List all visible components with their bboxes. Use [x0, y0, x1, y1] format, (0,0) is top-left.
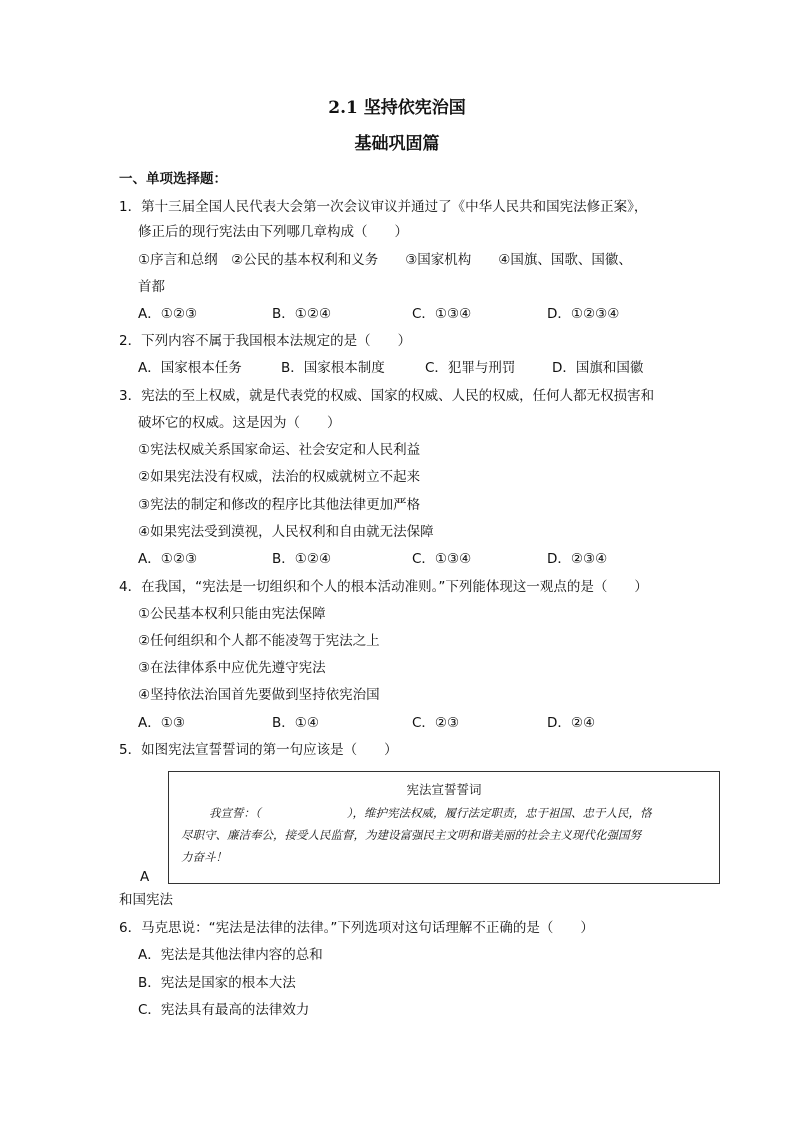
page-title: 2.1 坚持依宪治国	[328, 98, 466, 118]
question-1-items: ①序言和总纲 ②公民的基本权利和义务 ③国家机构 ④国旗、国歌、国徽、	[138, 252, 632, 268]
question-2-option-c: C．犯罪与刑罚	[425, 360, 516, 376]
question-3-option-d: D．②③④	[547, 551, 608, 567]
question-5-tail: 和国宪法	[119, 892, 173, 908]
oath-box	[168, 771, 720, 884]
question-5-stem: 5．如图宪法宣誓誓词的第一句应该是（ ）	[119, 742, 398, 758]
question-4-option-d: D．②④	[547, 715, 596, 731]
section-heading: 一、单项选择题：	[119, 171, 227, 187]
question-4-option-a: A．①③	[138, 715, 185, 731]
question-5-option-stub: A	[140, 869, 150, 885]
question-6-stem: 6．马克思说：“宪法是法律的法律。”下列选项对这句话理解不正确的是（ ）	[119, 920, 594, 936]
oath-line-1-start: 我宣誓：（	[209, 806, 261, 820]
oath-line-3: 力奋斗！	[181, 850, 227, 864]
question-3-item-1: ①宪法权威关系国家命运、社会安定和人民利益	[138, 442, 421, 458]
oath-line-2: 尽职守、廉洁奉公，接受人民监督，为建设富强民主文明和谐美丽的社会主义现代化强国努	[181, 828, 641, 842]
question-2-stem: 2．下列内容不属于我国根本法规定的是（ ）	[119, 333, 412, 349]
question-3-stem-cont: 破坏它的权威。这是因为（ ）	[138, 415, 341, 431]
oath-line-1-end: ），维护宪法权威，履行法定职责，忠于祖国、忠于人民，恪	[346, 806, 652, 820]
page-subtitle: 基础巩固篇	[354, 134, 440, 154]
oath-box-title: 宪法宣誓誓词	[406, 782, 482, 797]
question-6-option-b: B．宪法是国家的根本大法	[138, 975, 296, 991]
question-3-stem: 3．宪法的至上权威，就是代表党的权威、国家的权威、人民的权威，任何人都无权损害和	[119, 388, 655, 404]
question-4-option-c: C．②③	[412, 715, 460, 731]
question-2-option-a: A．国家根本任务	[138, 360, 242, 376]
question-1-items-cont: 首都	[138, 279, 165, 295]
question-4-stem: 4．在我国，“宪法是一切组织和个人的根本活动准则。”下列能体现这一观点的是（ ）	[119, 579, 648, 595]
question-4-option-b: B．①④	[272, 715, 319, 731]
question-2-option-d: D．国旗和国徽	[552, 360, 644, 376]
question-3-option-c: C．①③④	[412, 551, 472, 567]
question-6-option-c: C．宪法具有最高的法律效力	[138, 1002, 310, 1018]
question-1-option-a: A．①②③	[138, 306, 198, 322]
question-3-item-4: ④如果宪法受到漠视，人民权利和自由就无法保障	[138, 524, 434, 540]
question-1-option-b: B．①②④	[272, 306, 332, 322]
question-4-item-1: ①公民基本权利只能由宪法保障	[138, 606, 326, 622]
question-4-item-2: ②任何组织和个人都不能凌驾于宪法之上	[138, 633, 380, 649]
question-3-option-a: A．①②③	[138, 551, 198, 567]
question-4-item-3: ③在法律体系中应优先遵守宪法	[138, 660, 326, 676]
question-1-stem-cont: 修正后的现行宪法由下列哪几章构成（ ）	[138, 224, 408, 240]
question-3-item-2: ②如果宪法没有权威，法治的权威就树立不起来	[138, 469, 421, 485]
question-1-option-c: C．①③④	[412, 306, 472, 322]
question-1-stem: 1．第十三届全国人民代表大会第一次会议审议并通过了《中华人民共和国宪法修正案》，	[119, 199, 648, 215]
question-6-option-a: A．宪法是其他法律内容的总和	[138, 947, 323, 963]
question-3-option-b: B．①②④	[272, 551, 332, 567]
question-3-item-3: ③宪法的制定和修改的程序比其他法律更加严格	[138, 497, 421, 513]
question-1-option-d: D．①②③④	[547, 306, 620, 322]
oath-line-1	[185, 805, 652, 821]
question-4-item-4: ④坚持依法治国首先要做到坚持依宪治国	[138, 687, 380, 703]
question-2-option-b: B．国家根本制度	[281, 360, 385, 376]
